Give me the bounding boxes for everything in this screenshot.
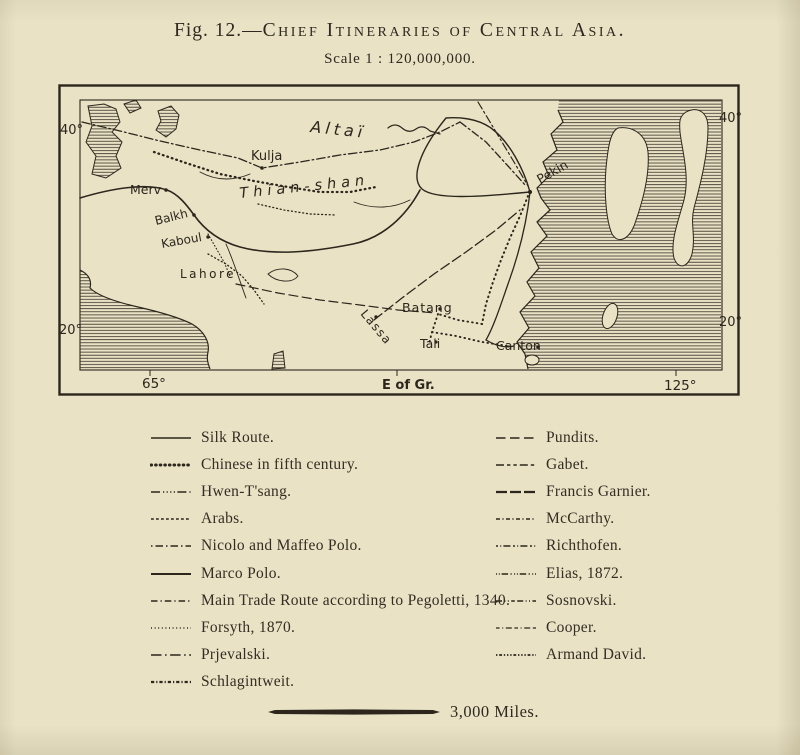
scale-bar-graphic [268,707,440,717]
legend-item [150,451,510,478]
canton-label: Canton [496,338,541,353]
legend-item [495,424,651,451]
legend-item [150,560,510,587]
route-pekin-dots [482,196,528,324]
lon-65-label: 65° [142,376,166,392]
legend-label: Richthofen. [546,537,623,555]
route-line-sample [495,541,537,551]
legend-label: Gabet. [546,455,589,473]
route-forsyth-dots [208,204,336,304]
lon-125-label: 125° [664,378,697,394]
route-line-sample [150,623,192,633]
small-lake [124,100,141,113]
route-line-sample [495,433,537,443]
legend-label: Nicolo and Maffeo Polo. [201,537,362,555]
merv-marker [164,188,168,192]
batang-label: Batang [402,300,453,315]
route-pekin-south [486,192,530,347]
city-markers [164,166,540,349]
legend-item [150,587,510,614]
legend-label: McCarthy. [546,510,615,528]
legend-label: Elias, 1872. [546,564,624,582]
route-line-sample [495,460,537,470]
legend-label: Francis Garnier. [546,482,651,500]
route-line-sample [150,677,192,687]
kulja-label: Kulja [251,149,283,164]
map-scale-bar [268,702,539,722]
route-line-sample [150,650,192,660]
route-diagonal-dashdot [478,102,528,186]
route-to-pekin-dashdot [460,122,526,186]
legend-label: Prjevalski. [201,646,271,664]
lon-center-label: E of Gr. [382,378,435,393]
legend-item [150,533,510,560]
route-line-sample [495,569,537,579]
legend-label: Sosnovski. [546,591,617,609]
legend-item [150,424,510,451]
legend-item [150,478,510,505]
route-line-sample [150,487,192,497]
route-line-sample [495,487,537,497]
thian-shan-label: Thian-shan [238,172,370,202]
altai-range-line [388,125,440,134]
route-line-sample [150,460,192,470]
lat-20-left: 20° [59,323,83,338]
kaboul-marker [206,235,209,238]
pekin-marker [528,190,532,194]
legend-item [150,642,510,669]
indian-ocean [80,270,210,369]
route-line-sample [495,623,537,633]
kulja-marker [260,166,264,170]
legend-item [495,451,651,478]
balkh-label: Balkh [153,206,190,228]
aral-sea [156,106,179,137]
balkh-marker [192,213,196,217]
lat-40-right: 40° [719,111,743,126]
legend-label: Pundits. [546,428,599,446]
legend-label: Armand David. [546,646,647,664]
legend-label: Main Trade Route according to Pegoletti, 1340. [201,591,511,609]
tali-label: Tali [420,336,441,351]
lat-40-left: 40° [60,123,84,138]
legend-label: Marco Polo. [201,564,281,582]
altai-label: Altaï [309,117,368,142]
caspian-sea [86,104,122,178]
legend-item [495,560,651,587]
pekin-label: Pekin [534,156,571,187]
legend-label: Chinese in fifth century. [201,455,359,473]
route-line-sample [150,433,192,443]
figure-title-text: Chief Itineraries of Central Asia. [262,20,626,41]
legend-item [495,642,651,669]
legend-label: Hwen-T'sang. [201,482,292,500]
figure-number: Fig. 12.— [174,20,263,41]
route-mongolia-loop [417,118,530,197]
legend-label: Forsyth, 1870. [201,618,296,636]
route-line-sample [495,596,537,606]
route-line-sample [150,569,192,579]
lahore-label: Lahore [180,267,237,281]
legend-item [495,506,651,533]
map-scale-note: Scale 1 : 120,000,000. [324,51,476,67]
map-figure [58,84,743,396]
legend-item [150,669,510,696]
graticule-ticks [150,370,676,376]
route-line-sample [150,596,192,606]
hainan-island [525,355,539,365]
route-line-sample [495,514,537,524]
figure-title [0,20,800,42]
legend-label: Silk Route. [201,428,275,446]
route-line-sample [495,650,537,660]
lassa-label: Lassa [357,306,396,348]
merv-label: Merv [130,182,162,197]
legend-item [495,614,651,641]
lat-20-right: 20° [719,315,743,330]
legend-column-left [150,424,510,696]
legend-item [150,614,510,641]
legend-item [495,587,651,614]
kaboul-label: Kaboul [160,230,203,251]
ceylon-island [272,351,285,369]
legend-item [150,506,510,533]
central-asia-map [58,84,743,396]
legend-label: Schlagintweit. [201,673,295,691]
legend-column-right [495,424,651,669]
route-line-sample [150,541,192,551]
legend-item [495,533,651,560]
legend-label: Arabs. [201,510,244,528]
scale-bar-label: 3,000 Miles. [450,702,539,721]
legend-label: Cooper. [546,618,597,636]
route-line-sample [150,514,192,524]
legend-item [495,478,651,505]
